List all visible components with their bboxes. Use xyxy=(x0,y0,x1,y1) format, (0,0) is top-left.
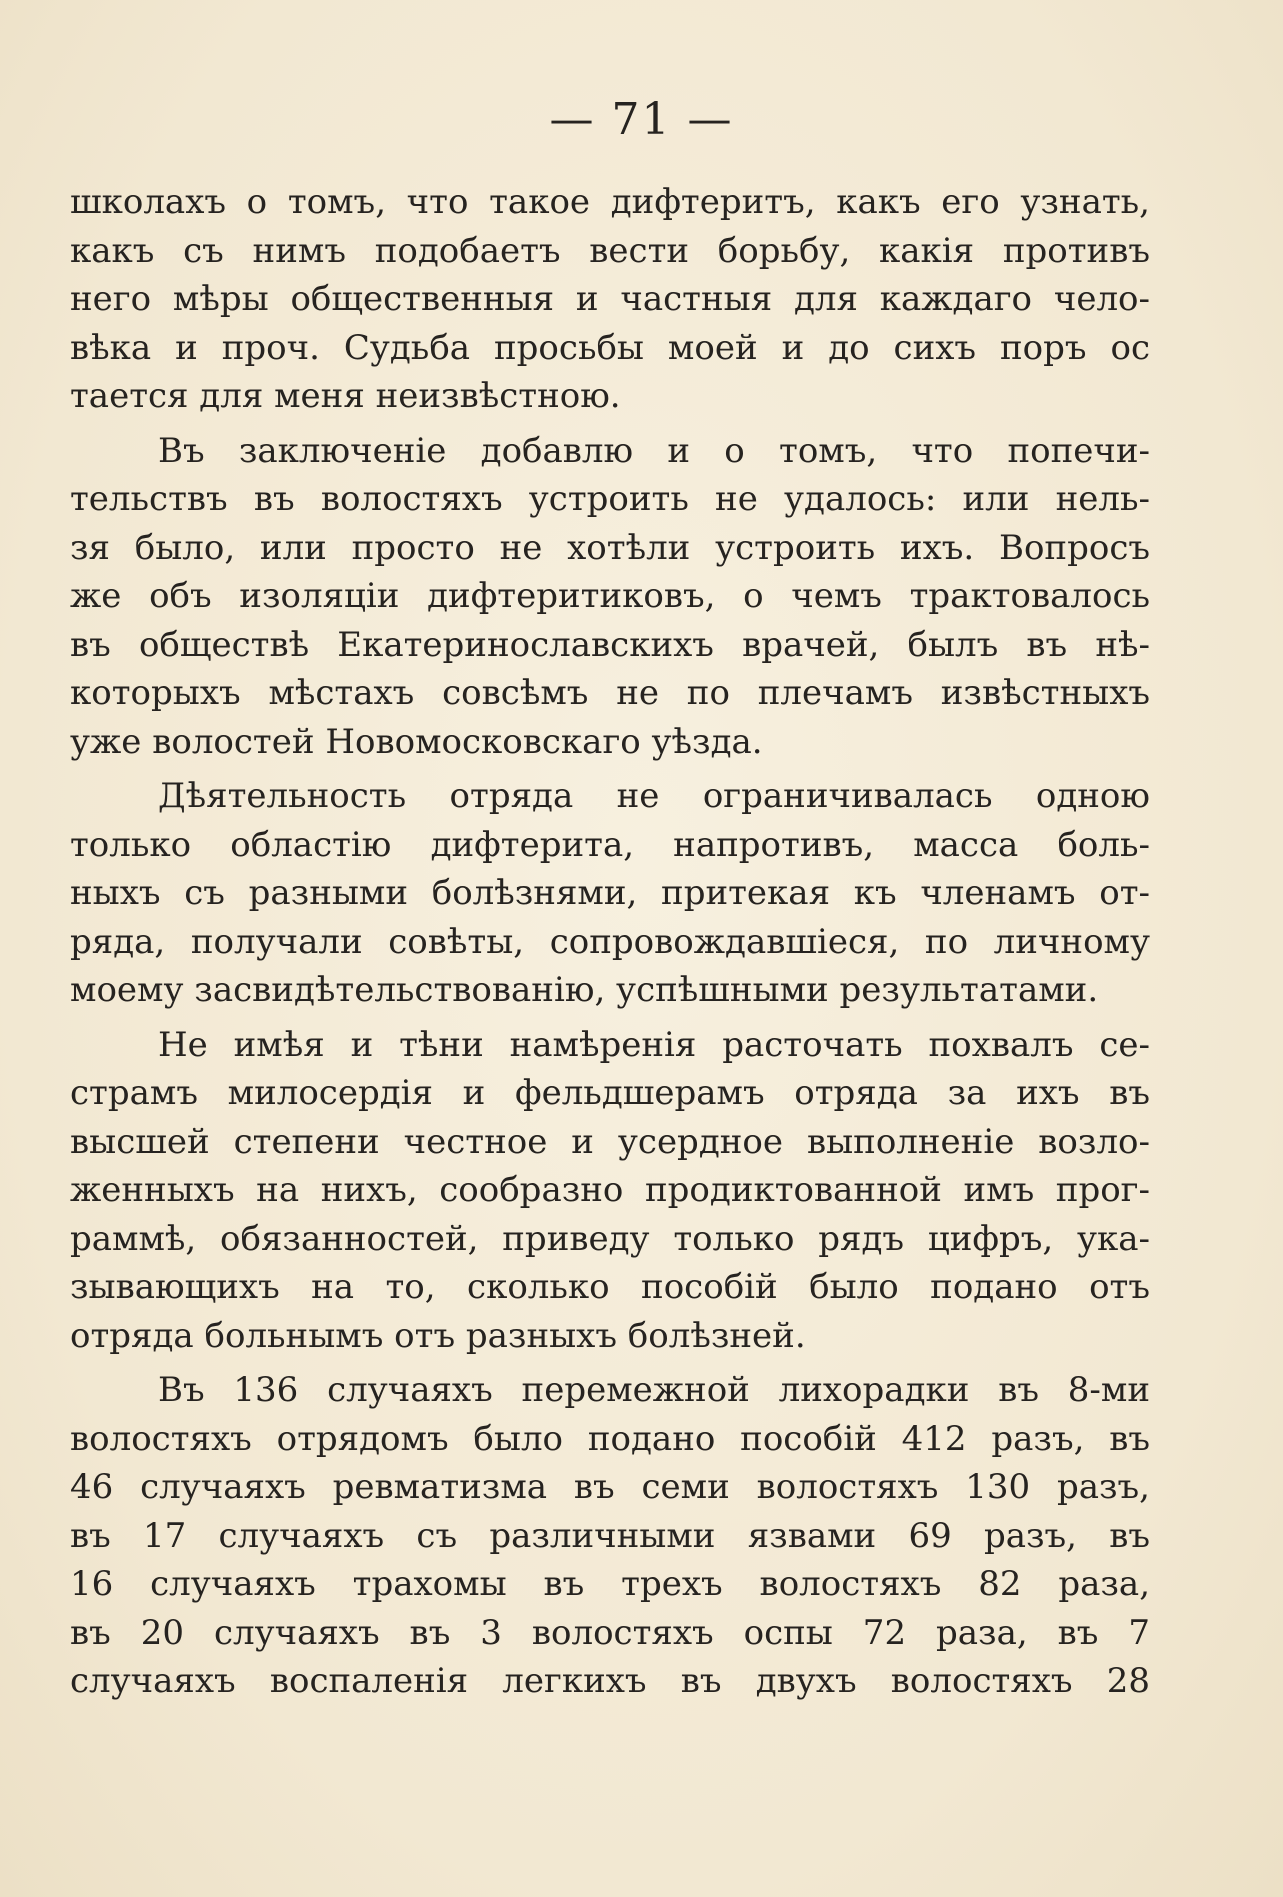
text-line: моему засвидѣтельствованію, успѣшными результатами. xyxy=(70,970,1099,1010)
text-line: раммѣ, обязанностей, приведу только рядъ цифръ, ука- xyxy=(70,1218,1150,1259)
text-line: случаяхъ воспаленія легкихъ въ двухъ волостяхъ 28 xyxy=(70,1661,1150,1701)
text-line: Въ заключеніе добавлю и о томъ, что попечи- xyxy=(158,430,1150,471)
text-line: Дѣятельность отряда не ограничивалась одною xyxy=(158,776,1150,816)
text-line: волостяхъ отрядомъ было подано пособій 412 разъ, въ xyxy=(70,1418,1150,1459)
text-line: высшей степени честное и усердное выполненіе возло- xyxy=(70,1121,1150,1162)
paragraph xyxy=(70,1021,1150,1361)
page-number: — 71 — xyxy=(549,94,734,145)
text-line: въ обществѣ Екатеринославскихъ врачей, былъ въ нѣ- xyxy=(70,624,1150,665)
text-line: же объ изоляціи дифтеритиковъ, о чемъ трактовалось xyxy=(70,576,1150,616)
text-line: зя было, или просто не хотѣли устроить ихъ. Вопросъ xyxy=(70,527,1150,568)
text-line: тельствъ въ волостяхъ устроить не удалось: или нель- xyxy=(70,479,1150,519)
body-text xyxy=(70,178,1150,1706)
text-line: только областію дифтерита, напротивъ, масса боль- xyxy=(70,824,1150,865)
text-line: 16 случаяхъ трахомы въ трехъ волостяхъ 82 раза, xyxy=(70,1564,1150,1604)
text-line: уже волостей Новомосковскаго уѣзда. xyxy=(70,721,763,762)
text-line: которыхъ мѣстахъ совсѣмъ не по плечамъ извѣстныхъ xyxy=(70,673,1150,713)
paragraph xyxy=(70,772,1150,1015)
text-line: школахъ о томъ, что такое дифтеритъ, какъ его узнать, xyxy=(70,182,1150,222)
text-line: тается для меня неизвѣстною. xyxy=(70,376,621,416)
text-line: Не имѣя и тѣни намѣренія расточать похвалъ се- xyxy=(158,1024,1150,1065)
paragraph xyxy=(70,427,1150,767)
text-line: Въ 136 случаяхъ перемежной лихорадки въ 8-ми xyxy=(158,1370,1150,1410)
text-line: въ 20 случаяхъ въ 3 волостяхъ оспы 72 раза, въ 7 xyxy=(70,1612,1150,1653)
text-line: отряда больнымъ отъ разныхъ болѣзней. xyxy=(70,1315,806,1356)
text-line: вѣка и проч. Судьба просьбы моей и до сихъ поръ ос xyxy=(70,327,1150,368)
text-line: страмъ милосердія и фельдшерамъ отряда за ихъ въ xyxy=(70,1073,1150,1113)
text-line: въ 17 случаяхъ съ различными язвами 69 разъ, въ xyxy=(70,1515,1150,1556)
text-line: ряда, получали совѣты, сопровождавшіеся, по личному xyxy=(70,921,1150,962)
paragraph xyxy=(70,178,1150,421)
text-line: 46 случаяхъ ревматизма въ семи волостяхъ 130 разъ, xyxy=(70,1467,1150,1507)
text-line: какъ съ нимъ подобаетъ вести борьбу, какія противъ xyxy=(70,230,1150,271)
text-line: него мѣры общественныя и частныя для каждаго чело- xyxy=(70,279,1150,319)
text-line: зывающихъ на то, сколько пособій было подано отъ xyxy=(70,1267,1150,1307)
text-line: женныхъ на нихъ, сообразно продиктованной имъ прог- xyxy=(70,1170,1150,1210)
text-line: ныхъ съ разными болѣзнями, притекая къ членамъ от- xyxy=(70,873,1150,913)
paragraph xyxy=(70,1366,1150,1706)
